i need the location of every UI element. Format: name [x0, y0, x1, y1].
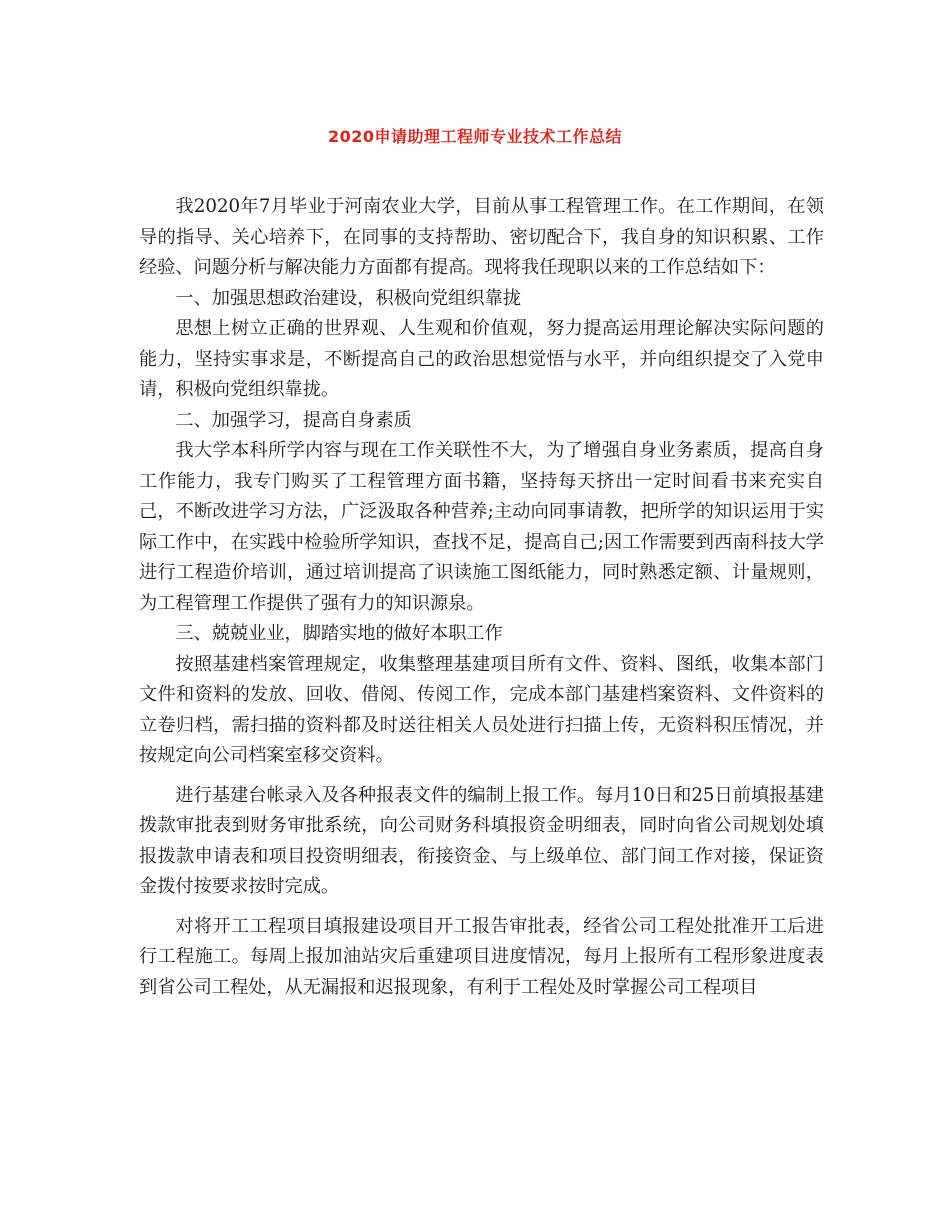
- document-body: [139, 192, 824, 1003]
- paragraph-study: 我大学本科所学内容与现在工作关联性不大，为了增强自身业务素质，提高自身工作能力，我专门购买了工程管理方面书籍，坚持每天挤出一定时间看书来充实自己，不断改进学习方法，广泛汲取各种营养;主动向同事请教，把所学的知识运用于实际工作中，在实践中检验所学知识，查找不足，提高自己;因工作需要到西南科技大学进行工程造价培训，通过培训提高了识读施工图纸能力，同时熟悉定额、计量规则，为工程管理工作提供了强有力的知识源泉。: [139, 440, 824, 614]
- section-heading-3: 三、兢兢业业，脚踏实地的做好本职工作: [175, 623, 503, 644]
- document-title: 2020申请助理工程师专业技术工作总结: [327, 127, 623, 146]
- paragraph-intro: 我2020年7月毕业于河南农业大学，目前从事工程管理工作。在工作期间，在领导的指导、关心培养下，在同事的支持帮助、密切配合下，我自身的知识积累、工作经验、问题分析与解决能力方面都有提高。现将我任现职以来的工作总结如下：: [139, 196, 824, 278]
- paragraph-construction: 对将开工工程项目填报建设项目开工报告审批表，经省公司工程处批准开工后进行工程施工。每周上报加油站灾后重建项目进度情况，每月上报所有工程形象进度表到省公司工程处，从无漏报和迟报现象，有利于工程处及时掌握公司工程项目: [139, 915, 824, 998]
- paragraph-archives: 按照基建档案管理规定，收集整理基建项目所有文件、资料、图纸，收集本部门文件和资料的发放、回收、借阅、传阅工作，完成本部门基建档案资料、文件资料的立卷归档，需扫描的资料都及时送往相关人员处进行扫描上传，无资料积压情况，并按规定向公司档案室移交资料。: [139, 653, 824, 766]
- section-heading-1: 一、加强思想政治建设，积极向党组织靠拢: [175, 287, 521, 309]
- paragraph-reports: 进行基建台帐录入及各种报表文件的编制上报工作。每月10日和25日前填报基建拨款审批表到财务审批系统，向公司财务科填报资金明细表，同时向省公司规划处填报拨款申请表和项目投资明细表，衔接资金、与上级单位、部门间工作对接，保证资金拨付按要求按时完成。: [139, 784, 824, 897]
- paragraph-politics: 思想上树立正确的世界观、人生观和价值观，努力提高运用理论解决实际问题的能力，坚持实事求是，不断提高自己的政治思想觉悟与水平，并向组织提交了入党申请，积极向党组织靠拢。: [139, 318, 824, 400]
- section-heading-2: 二、加强学习，提高自身素质: [175, 409, 412, 431]
